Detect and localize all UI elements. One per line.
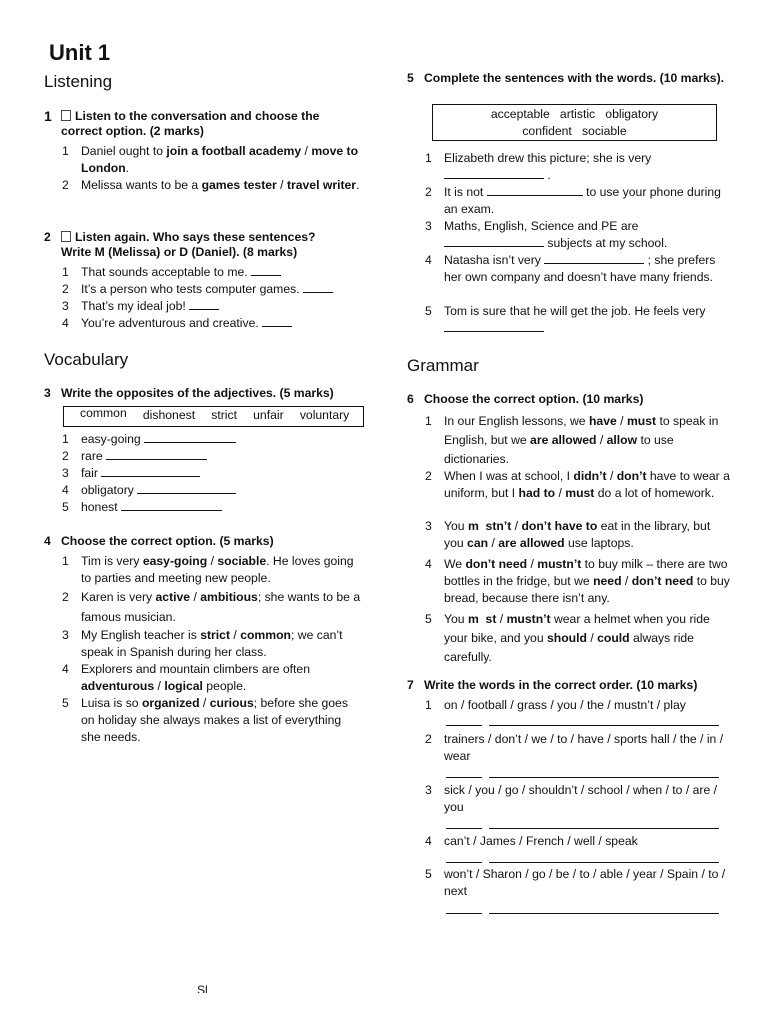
list-item: 3 fair xyxy=(62,465,362,482)
list-item: 5 Luisa is so organized / curious; before she goes on holiday she always makes a list of everything she needs. xyxy=(62,696,348,744)
question-2-prompt: Listen again. Who says these sentences? Write M (Melissa) or D (Daniel). (8 marks) xyxy=(61,230,316,259)
question-2: 2 Listen again. Who says these sentences? Write M (Melissa) or D (Daniel). (8 marks) xyxy=(44,230,316,259)
grammar-heading: Grammar xyxy=(407,356,479,375)
list-item: 2 Melissa wants to be a games tester / travel writer. xyxy=(62,177,362,194)
list-item: 2 trainers / don’t / we / to / have / sports hall / the / in / wear xyxy=(425,732,724,763)
footer-fragment: Sl xyxy=(197,983,208,993)
list-item: 1 That sounds acceptable to me. xyxy=(62,264,362,281)
question-4: 4 Choose the correct option. (5 marks) xyxy=(44,534,364,549)
answer-line-short[interactable] xyxy=(446,828,482,829)
question-1-prompt: Listen to the conversation and choose the correct option. (2 marks) xyxy=(61,109,320,138)
answer-blank[interactable] xyxy=(303,281,333,293)
answer-blank[interactable] xyxy=(251,264,281,276)
list-item: 3 My English teacher is strict / common; we can’t speak in Spanish during her class. xyxy=(62,628,343,659)
answer-blank[interactable] xyxy=(444,167,544,179)
list-item: 4 Explorers and mountain climbers are often adventurous / logical people. xyxy=(62,662,310,693)
answer-blank[interactable] xyxy=(189,298,219,310)
answer-line-long[interactable] xyxy=(489,725,719,726)
audio-icon xyxy=(61,231,71,242)
q1-item-2-text: Melissa wants to be a games tester / travel writer. xyxy=(81,178,360,192)
vocabulary-heading: Vocabulary xyxy=(44,350,129,369)
answer-blank[interactable] xyxy=(144,431,236,443)
list-item: 3 Maths, English, Science and PE are subjects at my school. xyxy=(425,219,668,250)
answer-line-long[interactable] xyxy=(489,777,719,778)
list-item: 1 Daniel ought to join a football academy / move to London. xyxy=(62,143,362,177)
list-item: 1 In our English lessons, we have / must to speak in English, but we are allowed / allow to use dictionaries. xyxy=(425,414,719,466)
list-item: 2 It is not to use your phone during an exam. xyxy=(425,185,721,216)
list-item: 1 on / football / grass / you / the / mustn’t / play xyxy=(425,698,686,712)
question-6-prompt: Choose the correct option. (10 marks) xyxy=(424,392,644,406)
answer-line-short[interactable] xyxy=(446,913,482,914)
answer-blank[interactable] xyxy=(137,482,236,494)
question-5-prompt: Complete the sentences with the words. (10 marks). xyxy=(424,71,725,85)
question-1: 1 Listen to the conversation and choose the correct option. (2 marks) xyxy=(44,108,320,138)
answer-line-short[interactable] xyxy=(446,725,482,726)
list-item: 1 Elizabeth drew this picture; she is very . xyxy=(425,151,652,182)
answer-line-short[interactable] xyxy=(446,862,482,863)
audio-icon xyxy=(61,110,71,121)
answer-line-short[interactable] xyxy=(446,777,482,778)
question-4-prompt: Choose the correct option. (5 marks) xyxy=(61,534,274,548)
word-box-q3: common dishonest strict unfair voluntary xyxy=(63,406,364,427)
question-3: 3 Write the opposites of the adjectives. (5 marks) xyxy=(44,386,364,401)
q1-item-1-text: Daniel ought to join a football academy / move to London. xyxy=(81,144,359,175)
list-item: 2 When I was at school, I didn’t / don’t have to wear a uniform, but I had to / must do a lot of homework. xyxy=(425,469,730,500)
list-item: 5 You m st / mustn’t wear a helmet when you ride your bike, and you should / could always ride carefully. xyxy=(425,612,710,664)
question-3-prompt: Write the opposites of the adjectives. (5 marks) xyxy=(61,386,334,400)
answer-blank[interactable] xyxy=(444,235,544,247)
question-7-prompt: Write the words in the correct order. (10 marks) xyxy=(424,678,698,692)
answer-blank[interactable] xyxy=(101,465,200,477)
question-5: 5 Complete the sentences with the words. (10 marks). xyxy=(407,71,727,86)
listening-heading: Listening xyxy=(44,72,113,91)
answer-line-long[interactable] xyxy=(489,828,719,829)
answer-blank[interactable] xyxy=(487,184,583,196)
list-item: 4 We don’t need / mustn’t to buy milk – there are two bottles in the fridge, but we need / don’t need to buy bread, because there isn’t any. xyxy=(425,557,730,605)
list-item: 2 It’s a person who tests computer games. xyxy=(62,281,362,298)
list-item: 1 easy-going xyxy=(62,431,362,448)
list-item: 5 won’t / Sharon / go / be / to / able / year / Spain / to / next xyxy=(425,867,726,898)
list-item: 4 Natasha isn’t very ; she prefers her own company and doesn’t have many friends. xyxy=(425,253,716,284)
answer-blank[interactable] xyxy=(106,448,207,460)
list-item: 4 You’re adventurous and creative. xyxy=(62,315,362,332)
list-item: 3 sick / you / go / shouldn’t / school / when / to / are / you xyxy=(425,783,718,814)
answer-blank[interactable] xyxy=(121,499,222,511)
answer-line-long[interactable] xyxy=(489,913,719,914)
list-item: 2 Karen is very active / ambitious; she wants to be a famous musician. xyxy=(62,590,361,624)
answer-line-long[interactable] xyxy=(489,862,719,863)
list-item: 3 That’s my ideal job! xyxy=(62,298,362,315)
answer-blank[interactable] xyxy=(262,315,292,327)
answer-blank[interactable] xyxy=(444,320,544,332)
list-item: 4 obligatory xyxy=(62,482,362,499)
list-item: 5 honest xyxy=(62,499,362,516)
list-item: 5 Tom is sure that he will get the job. He feels very xyxy=(425,303,730,337)
answer-blank[interactable] xyxy=(544,252,644,264)
list-item: 4 can’t / James / French / well / speak xyxy=(425,834,638,848)
list-item: 2 rare xyxy=(62,448,362,465)
question-7: 7 Write the words in the correct order. (10 marks) xyxy=(407,678,737,693)
unit-title: Unit 1 xyxy=(49,40,111,65)
question-6: 6 Choose the correct option. (10 marks) xyxy=(407,392,727,407)
list-item: 3 You m stn’t / don’t have to eat in the library, but you can / are allowed use laptops. xyxy=(425,519,711,550)
word-box-q5: acceptable artistic obligatory confident sociable xyxy=(432,104,717,141)
list-item: 1 Tim is very easy-going / sociable. He loves going to parties and meeting new people. xyxy=(62,554,354,585)
